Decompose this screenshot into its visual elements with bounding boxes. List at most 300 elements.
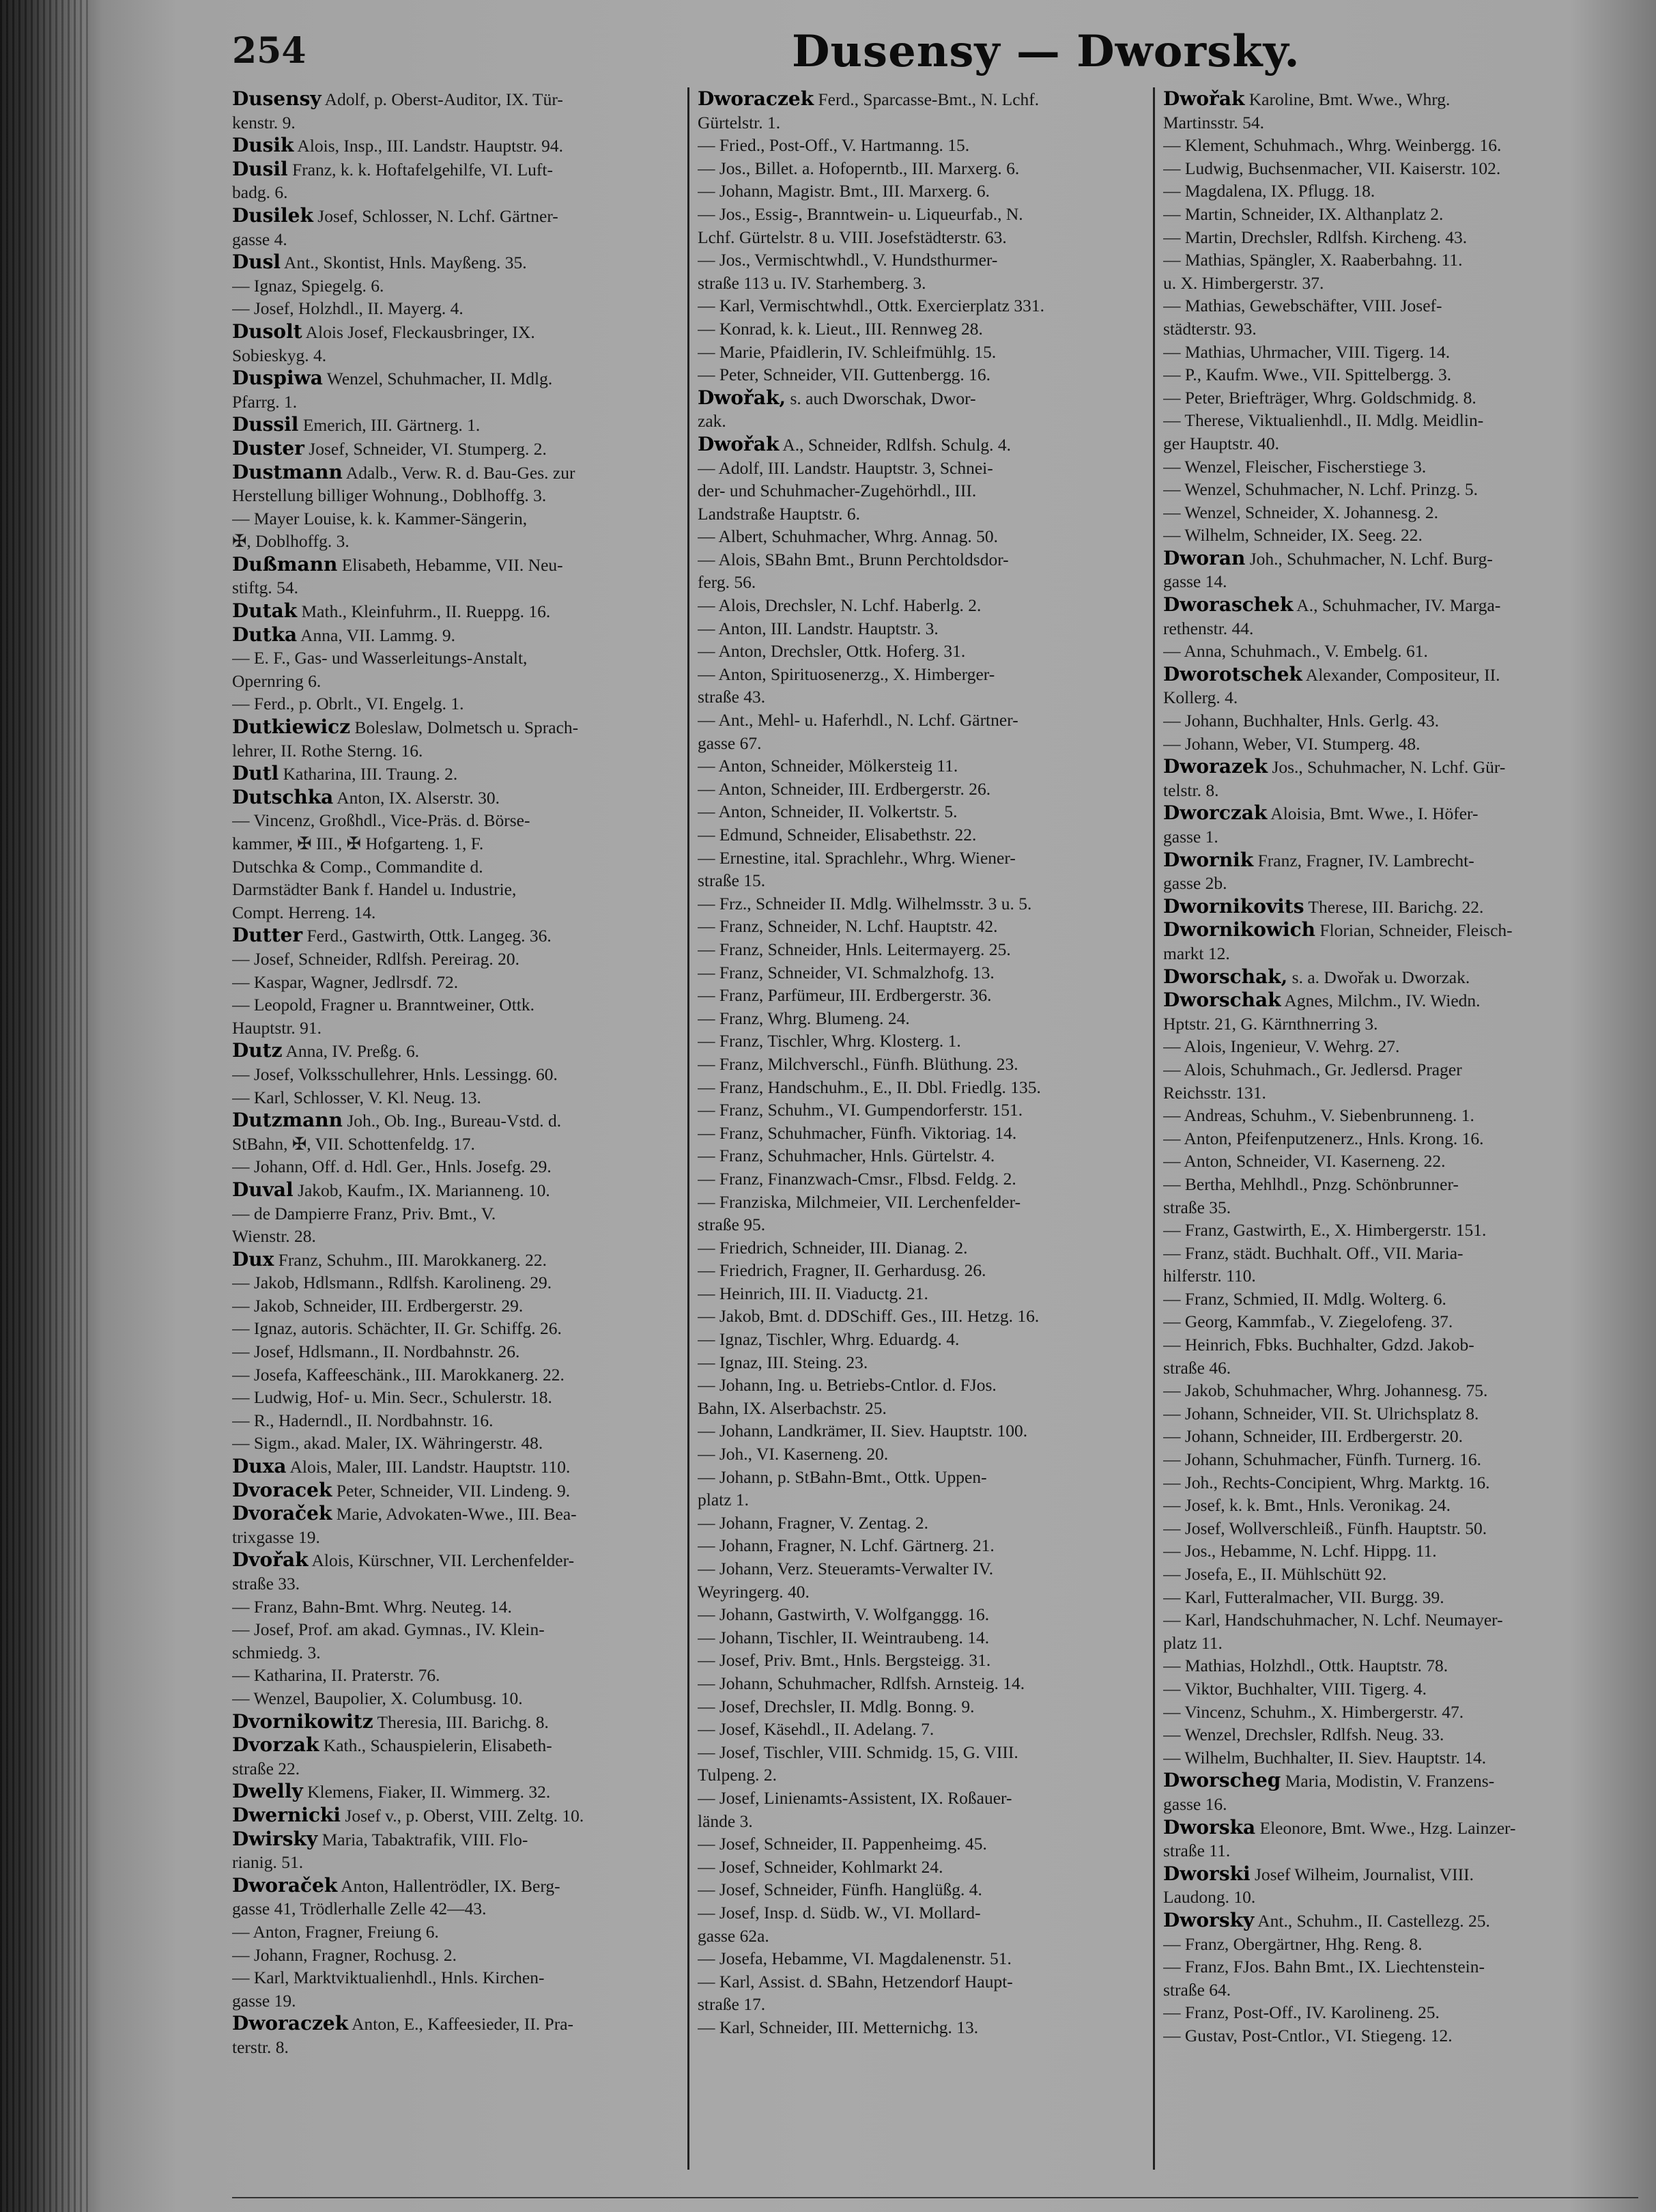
entry-text: Josef, Schlosser, N. Lchf. Gärtner- bbox=[313, 205, 558, 226]
entry-text: Bahn, IX. Alserbachstr. 25. bbox=[698, 1398, 887, 1418]
entry-text: gasse 41, Trödlerhalle Zelle 42—43. bbox=[232, 1899, 487, 1919]
entry-text: — Franz, Milchverschl., Fünfh. Blüthung. 23. bbox=[698, 1053, 1018, 1074]
directory-line bbox=[1163, 524, 1607, 547]
entry-text: Ant., Skontist, Hnls. Mayßeng. 35. bbox=[281, 253, 527, 273]
entry-text: — Franziska, Milchmeier, VII. Lerchenfelder- bbox=[698, 1191, 1021, 1212]
entry-surname: Duxa bbox=[232, 1455, 287, 1478]
entry-text: ✠, Doblhoffg. 3. bbox=[232, 531, 349, 552]
entry-text: — Heinrich, Fbks. Buchhalter, Gdzd. Jakob- bbox=[1163, 1335, 1474, 1355]
entry-text: — Anton, Drechsler, Ottk. Hoferg. 31. bbox=[698, 641, 966, 662]
directory-line bbox=[1163, 1793, 1607, 1816]
directory-line bbox=[698, 111, 1141, 134]
entry-text: — Alois, Schuhmach., Gr. Jedlersd. Prager bbox=[1163, 1059, 1462, 1079]
directory-line bbox=[232, 461, 676, 485]
directory-line bbox=[232, 1641, 676, 1664]
entry-text: gasse 2b. bbox=[1163, 873, 1227, 894]
directory-line bbox=[1163, 455, 1607, 479]
entry-text: Maria, Tabaktrafik, VIII. Flo- bbox=[317, 1829, 528, 1849]
entry-surname: Dworazek bbox=[1163, 755, 1268, 778]
directory-line bbox=[698, 1053, 1141, 1076]
entry-text: — Josefa, Kaffeeschänk., III. Marokkanerg. 22. bbox=[232, 1364, 565, 1385]
entry-surname: Dutzmann bbox=[232, 1109, 343, 1132]
entry-text: — Franz, FJos. Bahn Bmt., IX. Liechtenstein- bbox=[1163, 1957, 1485, 1977]
entry-text: gasse 19. bbox=[232, 1990, 296, 2011]
entry-surname: Dußmann bbox=[232, 552, 338, 576]
directory-line bbox=[1163, 1677, 1607, 1701]
directory-line bbox=[232, 1780, 676, 1804]
directory-line bbox=[698, 157, 1141, 180]
directory-line bbox=[1163, 942, 1607, 965]
entry-text: Alexander, Compositeur, II. bbox=[1302, 664, 1500, 685]
entry-surname: Dworotschek bbox=[1163, 662, 1302, 685]
directory-line bbox=[1163, 1196, 1607, 1219]
entry-text: — Karl, Assist. d. SBahn, Hetzendorf Haupt- bbox=[698, 1971, 1013, 1991]
entry-text: — Kaspar, Wagner, Jedlrsdf. 72. bbox=[232, 972, 459, 992]
directory-line bbox=[232, 158, 676, 182]
directory-line bbox=[1163, 180, 1607, 203]
entry-text: — P., Kaufm. Wwe., VII. Spittelbergg. 3. bbox=[1163, 365, 1452, 385]
entry-surname: Duspiwa bbox=[232, 367, 323, 390]
entry-surname: Dutkiewicz bbox=[232, 715, 351, 739]
entry-surname: Dwořak bbox=[1163, 87, 1245, 110]
directory-line bbox=[698, 1282, 1141, 1305]
directory-line bbox=[698, 525, 1141, 548]
entry-text: — Karl, Schlosser, V. Kl. Neug. 13. bbox=[232, 1087, 481, 1107]
entry-text: Wienstr. 28. bbox=[232, 1226, 316, 1247]
entry-text: Joh., Ob. Ing., Bureau-Vstd. d. bbox=[342, 1111, 562, 1131]
directory-line bbox=[232, 1851, 676, 1874]
directory-line bbox=[1163, 1862, 1607, 1886]
directory-line bbox=[698, 640, 1141, 663]
directory-line bbox=[232, 344, 676, 367]
entry-text: straße 17. bbox=[698, 1994, 766, 2015]
entry-surname: Dworscheg bbox=[1163, 1769, 1281, 1792]
entry-text: trixgasse 19. bbox=[232, 1527, 320, 1547]
directory-line bbox=[1163, 432, 1607, 455]
entry-text: — Josefa, Hebamme, VI. Magdalenenstr. 51. bbox=[698, 1948, 1012, 1969]
entry-text: Landstraße Hauptstr. 6. bbox=[698, 503, 860, 524]
entry-text: Alois, Kürschner, VII. Lerchenfelder- bbox=[308, 1550, 575, 1571]
book-binding-edge bbox=[0, 0, 89, 2212]
entry-surname: Dworaczek bbox=[698, 87, 814, 110]
directory-line bbox=[1163, 386, 1607, 410]
directory-line bbox=[698, 226, 1141, 249]
entry-text: Kath., Schauspielerin, Elisabeth- bbox=[319, 1735, 552, 1756]
directory-line bbox=[698, 433, 1141, 457]
directory-line bbox=[1163, 965, 1607, 989]
entry-surname: Dusil bbox=[232, 157, 288, 180]
entry-text: Boleslaw, Dolmetsch u. Sprach- bbox=[350, 718, 579, 738]
directory-line bbox=[1163, 409, 1607, 432]
entry-text: s. auch Dworschak, Dwor- bbox=[786, 388, 976, 408]
entry-surname: Dworan bbox=[1163, 546, 1246, 569]
directory-line bbox=[698, 594, 1141, 617]
entry-text: — Jos., Hebamme, N. Lchf. Hippg. 11. bbox=[1163, 1541, 1437, 1561]
entry-text: — Konrad, k. k. Lieut., III. Rennweg 28. bbox=[698, 318, 983, 339]
entry-text: — Josef, k. k. Bmt., Hnls. Veronikag. 24. bbox=[1163, 1495, 1451, 1516]
entry-text: — Josef, Schneider, Kohlmarkt 24. bbox=[698, 1856, 943, 1877]
directory-line bbox=[232, 715, 676, 739]
directory-line bbox=[698, 1076, 1141, 1099]
directory-line bbox=[1163, 825, 1607, 849]
entry-text: rianig. 51. bbox=[232, 1852, 304, 1873]
directory-line bbox=[1163, 570, 1607, 593]
directory-line bbox=[232, 623, 676, 647]
entry-text: — Frz., Schneider II. Mdlg. Wilhelmsstr. 3 u. 5. bbox=[698, 893, 1032, 913]
entry-text: — Mayer Louise, k. k. Kammer-Sängerin, bbox=[232, 508, 528, 528]
directory-line bbox=[698, 341, 1141, 364]
entry-text: — Franz, Whrg. Blumeng. 24. bbox=[698, 1008, 910, 1028]
directory-line bbox=[698, 1787, 1141, 1810]
directory-line bbox=[232, 1920, 676, 1944]
directory-line bbox=[698, 1718, 1141, 1741]
entry-surname: Dworaček bbox=[232, 1873, 338, 1897]
entry-text: — Karl, Marktviktualienhdl., Hnls. Kirchen- bbox=[232, 1968, 545, 1988]
directory-line bbox=[698, 1672, 1141, 1695]
directory-line bbox=[232, 739, 676, 763]
entry-text: — Viktor, Buchhalter, VIII. Tigerg. 4. bbox=[1163, 1678, 1427, 1699]
entry-text: gasse 62a. bbox=[698, 1925, 769, 1946]
directory-line bbox=[232, 692, 676, 715]
directory-line bbox=[1163, 1654, 1607, 1677]
entry-text: rethenstr. 44. bbox=[1163, 618, 1254, 638]
directory-line bbox=[232, 484, 676, 507]
directory-line bbox=[232, 647, 676, 670]
entry-text: — Karl, Futteralmacher, VII. Burgg. 39. bbox=[1163, 1587, 1444, 1607]
directory-line bbox=[698, 1122, 1141, 1145]
running-head: Dusensy — Dworsky. bbox=[792, 26, 1300, 77]
directory-line bbox=[698, 1098, 1141, 1122]
entry-text: kammer, ✠ III., ✠ Hofgarteng. 1, F. bbox=[232, 834, 484, 853]
directory-line bbox=[1163, 501, 1607, 524]
directory-line bbox=[1163, 755, 1607, 779]
directory-line bbox=[1163, 1264, 1607, 1288]
entry-text: Kollerg. 4. bbox=[1163, 687, 1238, 708]
entry-text: gasse 1. bbox=[1163, 827, 1218, 847]
entry-text: — Jos., Vermischtwhdl., V. Hundsthurmer- bbox=[698, 250, 998, 270]
entry-text: Hptstr. 21, G. Kärnthnerring 3. bbox=[1163, 1013, 1378, 1034]
directory-line bbox=[698, 1741, 1141, 1764]
directory-line bbox=[232, 599, 676, 623]
entry-text: straße 15. bbox=[698, 870, 766, 891]
directory-line bbox=[1163, 1035, 1607, 1058]
directory-line bbox=[1163, 1012, 1607, 1036]
entry-surname: Dutter bbox=[232, 924, 303, 947]
entry-text: — Franz, Handschuhm., E., II. Dbl. Friedlg. 135. bbox=[698, 1077, 1041, 1097]
entry-text: Compt. Herreng. 14. bbox=[232, 902, 376, 922]
directory-line bbox=[232, 297, 676, 320]
entry-text: — Franz, Tischler, Whrg. Klosterg. 1. bbox=[698, 1031, 961, 1051]
directory-line bbox=[232, 391, 676, 414]
directory-line bbox=[698, 1328, 1141, 1351]
directory-line bbox=[698, 1030, 1141, 1053]
directory-line bbox=[698, 1580, 1141, 1604]
directory-line bbox=[698, 203, 1141, 226]
entry-text: — Andreas, Schuhm., V. Siebenbrunneng. 1. bbox=[1163, 1105, 1474, 1126]
directory-line bbox=[698, 1191, 1141, 1214]
directory-line bbox=[698, 1649, 1141, 1672]
directory-line bbox=[698, 1374, 1141, 1397]
directory-line bbox=[232, 948, 676, 971]
entry-text: — Leopold, Fragner u. Branntweiner, Ottk. bbox=[232, 995, 535, 1015]
column-divider bbox=[687, 87, 689, 2170]
directory-line bbox=[232, 1109, 676, 1133]
directory-line bbox=[698, 892, 1141, 916]
entry-text: Peter, Schneider, VII. Lindeng. 9. bbox=[332, 1480, 571, 1501]
entry-text: — Franz, Obergärtner, Hhg. Reng. 8. bbox=[1163, 1933, 1423, 1954]
entry-text: Therese, III. Barichg. 22. bbox=[1304, 896, 1484, 917]
directory-line bbox=[1163, 1701, 1607, 1724]
entry-text: — Marie, Pfaidlerin, IV. Schleifmühlg. 15. bbox=[698, 341, 997, 362]
directory-line bbox=[1163, 1448, 1607, 1471]
column-divider bbox=[1153, 87, 1155, 2170]
directory-line bbox=[1163, 593, 1607, 617]
directory-line bbox=[232, 1455, 676, 1479]
directory-line bbox=[232, 1479, 676, 1503]
directory-line bbox=[698, 1993, 1141, 2016]
entry-text: straße 22. bbox=[232, 1758, 300, 1778]
entry-surname: Dutl bbox=[232, 762, 279, 785]
directory-line bbox=[232, 553, 676, 577]
entry-text: ger Hauptstr. 40. bbox=[1163, 433, 1279, 453]
directory-line bbox=[698, 984, 1141, 1007]
directory-columns bbox=[232, 87, 1638, 2176]
entry-text: — Edmund, Schneider, Elisabethstr. 22. bbox=[698, 825, 977, 845]
entry-text: — Ignaz, Spiegelg. 6. bbox=[232, 275, 384, 296]
entry-surname: Dworsky bbox=[1163, 1908, 1255, 1931]
entry-text: — Josef, Schneider, Fünfh. Hanglüßg. 4. bbox=[698, 1880, 982, 1900]
directory-line bbox=[1163, 1563, 1607, 1586]
directory-line bbox=[698, 961, 1141, 984]
entry-text: Anton, IX. Alserstr. 30. bbox=[333, 787, 500, 808]
entry-surname: Dwořak bbox=[698, 432, 780, 455]
entry-text: — Josef, Insp. d. Südb. W., VI. Mollard- bbox=[698, 1902, 981, 1923]
entry-text: — Jos., Billet. a. Hofoperntb., III. Marxerg. 6. bbox=[698, 158, 1020, 178]
directory-line bbox=[232, 1572, 676, 1596]
directory-line bbox=[698, 778, 1141, 801]
entry-text: stiftg. 54. bbox=[232, 578, 299, 598]
directory-line bbox=[698, 363, 1141, 386]
entry-text: — Anton, Schneider, II. Volkertstr. 5. bbox=[698, 802, 958, 822]
directory-line bbox=[232, 274, 676, 298]
directory-line bbox=[1163, 1242, 1607, 1265]
entry-text: Anton, E., Kaffeesieder, II. Pra- bbox=[348, 2014, 574, 2034]
directory-line bbox=[1163, 249, 1607, 272]
entry-text: straße 113 u. IV. Starhemberg. 3. bbox=[698, 272, 926, 293]
entry-text: Jakob, Kaufm., IX. Marianneng. 10. bbox=[293, 1180, 550, 1200]
entry-surname: Dworaschek bbox=[1163, 593, 1294, 616]
directory-line bbox=[698, 502, 1141, 526]
entry-text: — Albert, Schuhmacher, Whrg. Annag. 50. bbox=[698, 526, 998, 547]
entry-text: Lchf. Gürtelstr. 8 u. VIII. Josefstädterstr. 63. bbox=[698, 227, 1007, 247]
directory-line bbox=[698, 2016, 1141, 2039]
directory-line bbox=[232, 901, 676, 924]
directory-line bbox=[698, 1167, 1141, 1191]
entry-surname: Dutak bbox=[232, 599, 298, 623]
entry-text: — Franz, Bahn-Bmt. Whrg. Neuteg. 14. bbox=[232, 1596, 512, 1617]
entry-text: — Josef, Schneider, II. Pappenheimg. 45. bbox=[698, 1834, 987, 1854]
entry-text: — Anton, Schneider, VI. Kaserneng. 22. bbox=[1163, 1151, 1446, 1172]
directory-line bbox=[232, 1596, 676, 1619]
directory-line bbox=[1163, 686, 1607, 709]
directory-line bbox=[698, 294, 1141, 317]
directory-line bbox=[698, 1512, 1141, 1535]
directory-line bbox=[1163, 341, 1607, 364]
directory-line bbox=[232, 87, 676, 111]
entry-text: Alois Josef, Fleckausbringer, IX. bbox=[302, 322, 535, 342]
entry-text: Josef v., p. Oberst, VIII. Zeltg. 10. bbox=[341, 1805, 584, 1826]
entry-text: u. X. Himbergerstr. 37. bbox=[1163, 272, 1324, 293]
entry-text: — Mathias, Spängler, X. Raaberbahng. 11. bbox=[1163, 250, 1463, 270]
entry-text: Josef Wilheim, Journalist, VIII. bbox=[1250, 1864, 1474, 1884]
directory-line bbox=[232, 1294, 676, 1318]
directory-line bbox=[232, 1757, 676, 1781]
entry-text: Wenzel, Schuhmacher, II. Mdlg. bbox=[322, 369, 553, 389]
directory-line bbox=[1163, 1540, 1607, 1563]
directory-line bbox=[232, 251, 676, 274]
entry-text: Pfarrg. 1. bbox=[232, 391, 298, 412]
entry-text: — Karl, Handschuhmacher, N. Lchf. Neumayer- bbox=[1163, 1610, 1503, 1630]
directory-line bbox=[1163, 1402, 1607, 1426]
directory-line bbox=[698, 800, 1141, 823]
directory-line bbox=[1163, 1608, 1607, 1632]
directory-line bbox=[1163, 2024, 1607, 2047]
directory-line bbox=[698, 1810, 1141, 1833]
directory-line bbox=[232, 1017, 676, 1040]
directory-line bbox=[1163, 1933, 1607, 1956]
entry-surname: Dutschka bbox=[232, 785, 334, 808]
directory-line bbox=[1163, 1494, 1607, 1517]
entry-text: — Johann, Fragner, Rochusg. 2. bbox=[232, 1944, 457, 1965]
entry-text: — Franz, Schneider, VI. Schmalzhofg. 13. bbox=[698, 962, 995, 982]
directory-line bbox=[1163, 547, 1607, 571]
directory-line bbox=[232, 1409, 676, 1432]
directory-line bbox=[698, 1878, 1141, 1901]
directory-line bbox=[698, 571, 1141, 594]
directory-line bbox=[1163, 1769, 1607, 1793]
entry-text: — Heinrich, III. II. Viaductg. 21. bbox=[698, 1283, 928, 1303]
directory-line bbox=[232, 1178, 676, 1202]
entry-text: Darmstädter Bank f. Handel u. Industrie, bbox=[232, 879, 517, 900]
entry-surname: Duster bbox=[232, 436, 304, 459]
directory-line bbox=[232, 134, 676, 158]
entry-text: — Franz, städt. Buchhalt. Off., VII. Maria- bbox=[1163, 1243, 1464, 1263]
entry-text: lehrer, II. Rothe Sterng. 16. bbox=[232, 740, 423, 761]
directory-line bbox=[232, 1363, 676, 1387]
entry-text: straße 95. bbox=[698, 1215, 766, 1235]
directory-line bbox=[232, 507, 676, 530]
entry-surname: Dussil bbox=[232, 413, 299, 436]
entry-text: — Alois, Ingenieur, V. Wehrg. 27. bbox=[1163, 1036, 1400, 1057]
directory-line bbox=[232, 832, 676, 855]
directory-line bbox=[232, 228, 676, 251]
entry-text: — Johann, Off. d. Hdl. Ger., Hnls. Josefg. 29. bbox=[232, 1157, 552, 1177]
entry-surname: Dusolt bbox=[232, 320, 302, 343]
entry-surname: Dworska bbox=[1163, 1815, 1256, 1839]
directory-line bbox=[232, 762, 676, 786]
directory-line bbox=[1163, 1081, 1607, 1105]
directory-line bbox=[1163, 1173, 1607, 1196]
entry-surname: Dusilek bbox=[232, 203, 313, 227]
entry-text: zak. bbox=[698, 411, 726, 431]
directory-line bbox=[698, 1144, 1141, 1167]
entry-text: — Jakob, Hdlsmann., Rdlfsh. Karolineng. 29. bbox=[232, 1273, 552, 1293]
directory-line bbox=[698, 869, 1141, 892]
directory-line bbox=[1163, 157, 1607, 180]
entry-text: Sobieskyg. 4. bbox=[232, 345, 327, 365]
entry-text: — Johann, Schuhmacher, Rdlfsh. Arnsteig. 14. bbox=[698, 1673, 1025, 1693]
entry-surname: Dustmann bbox=[232, 460, 343, 483]
entry-text: — Johann, Schneider, VII. St. Ulrichsplatz 8. bbox=[1163, 1403, 1479, 1423]
entry-text: — Franz, Schmied, II. Mdlg. Wolterg. 6. bbox=[1163, 1288, 1446, 1309]
directory-line bbox=[698, 180, 1141, 203]
directory-line bbox=[1163, 1058, 1607, 1081]
directory-line bbox=[1163, 1955, 1607, 1979]
directory-line bbox=[232, 1155, 676, 1178]
directory-line bbox=[232, 1897, 676, 1920]
bottom-rule bbox=[232, 2197, 1638, 2198]
entry-text: — Joh., VI. Kaserneng. 20. bbox=[698, 1444, 889, 1464]
entry-text: Tulpeng. 2. bbox=[698, 1765, 777, 1785]
entry-surname: Dwornik bbox=[1163, 848, 1254, 871]
entry-text: Karoline, Bmt. Wwe., Whrg. bbox=[1244, 89, 1451, 109]
directory-line bbox=[232, 2036, 676, 2059]
page-header bbox=[232, 25, 1652, 79]
entry-text: terstr. 8. bbox=[232, 2037, 289, 2057]
entry-text: schmiedg. 3. bbox=[232, 1642, 321, 1662]
directory-line bbox=[698, 134, 1141, 157]
directory-line bbox=[698, 1397, 1141, 1420]
entry-text: s. a. Dwořak u. Dworzak. bbox=[1287, 967, 1470, 987]
directory-line bbox=[698, 1534, 1141, 1557]
directory-line bbox=[232, 1086, 676, 1109]
entry-text: — Wilhelm, Schneider, IX. Seeg. 22. bbox=[1163, 525, 1423, 545]
directory-line bbox=[698, 1419, 1141, 1443]
entry-text: gasse 67. bbox=[698, 733, 762, 753]
entry-text: Florian, Schneider, Fleisch- bbox=[1315, 920, 1513, 941]
entry-text: — Josef, Tischler, VIII. Schmidg. 15, G. VIII. bbox=[698, 1742, 1018, 1762]
directory-line bbox=[1163, 849, 1607, 873]
entry-text: Maria, Modistin, V. Franzens- bbox=[1281, 1771, 1495, 1791]
directory-line bbox=[1163, 87, 1607, 111]
directory-line bbox=[232, 971, 676, 994]
directory-line bbox=[232, 1804, 676, 1828]
entry-text: — Franz, Finanzwach-Cmsr., Flbsd. Feldg. 2. bbox=[698, 1168, 1016, 1189]
directory-line bbox=[232, 1502, 676, 1526]
entry-text: A., Schneider, Rdlfsh. Schulg. 4. bbox=[779, 434, 1012, 455]
directory-line bbox=[232, 670, 676, 693]
entry-text: Adalb., Verw. R. d. Bau-Ges. zur bbox=[342, 462, 575, 483]
directory-line bbox=[1163, 1517, 1607, 1540]
entry-text: StBahn, ✠, VII. Schottenfeldg. 17. bbox=[232, 1133, 475, 1154]
entry-text: — Josefa, E., II. Mühlschütt 92. bbox=[1163, 1564, 1387, 1584]
entry-surname: Duval bbox=[232, 1178, 294, 1201]
entry-text: — Johann, Schuhmacher, Fünfh. Turnerg. 16. bbox=[1163, 1449, 1481, 1470]
entry-text: — Bertha, Mehlhdl., Pnzg. Schönbrunner- bbox=[1163, 1174, 1459, 1194]
directory-line bbox=[1163, 733, 1607, 756]
entry-text: — Friedrich, Fragner, II. Gerhardusg. 26. bbox=[698, 1260, 986, 1281]
directory-line bbox=[232, 878, 676, 901]
entry-text: — Franz, Parfümeur, III. Erdbergerstr. 36. bbox=[698, 985, 992, 1006]
directory-line bbox=[1163, 802, 1607, 825]
entry-text: — Anton, Spirituosenerzg., X. Himberger- bbox=[698, 664, 995, 684]
entry-text: — Wilhelm, Buchhalter, II. Siev. Hauptstr. 14. bbox=[1163, 1747, 1487, 1768]
entry-text: lände 3. bbox=[698, 1811, 753, 1831]
directory-line bbox=[232, 1340, 676, 1363]
entry-surname: Dusik bbox=[232, 134, 294, 157]
entry-text: — Wenzel, Fleischer, Fischerstiege 3. bbox=[1163, 456, 1427, 477]
directory-line bbox=[232, 1618, 676, 1641]
